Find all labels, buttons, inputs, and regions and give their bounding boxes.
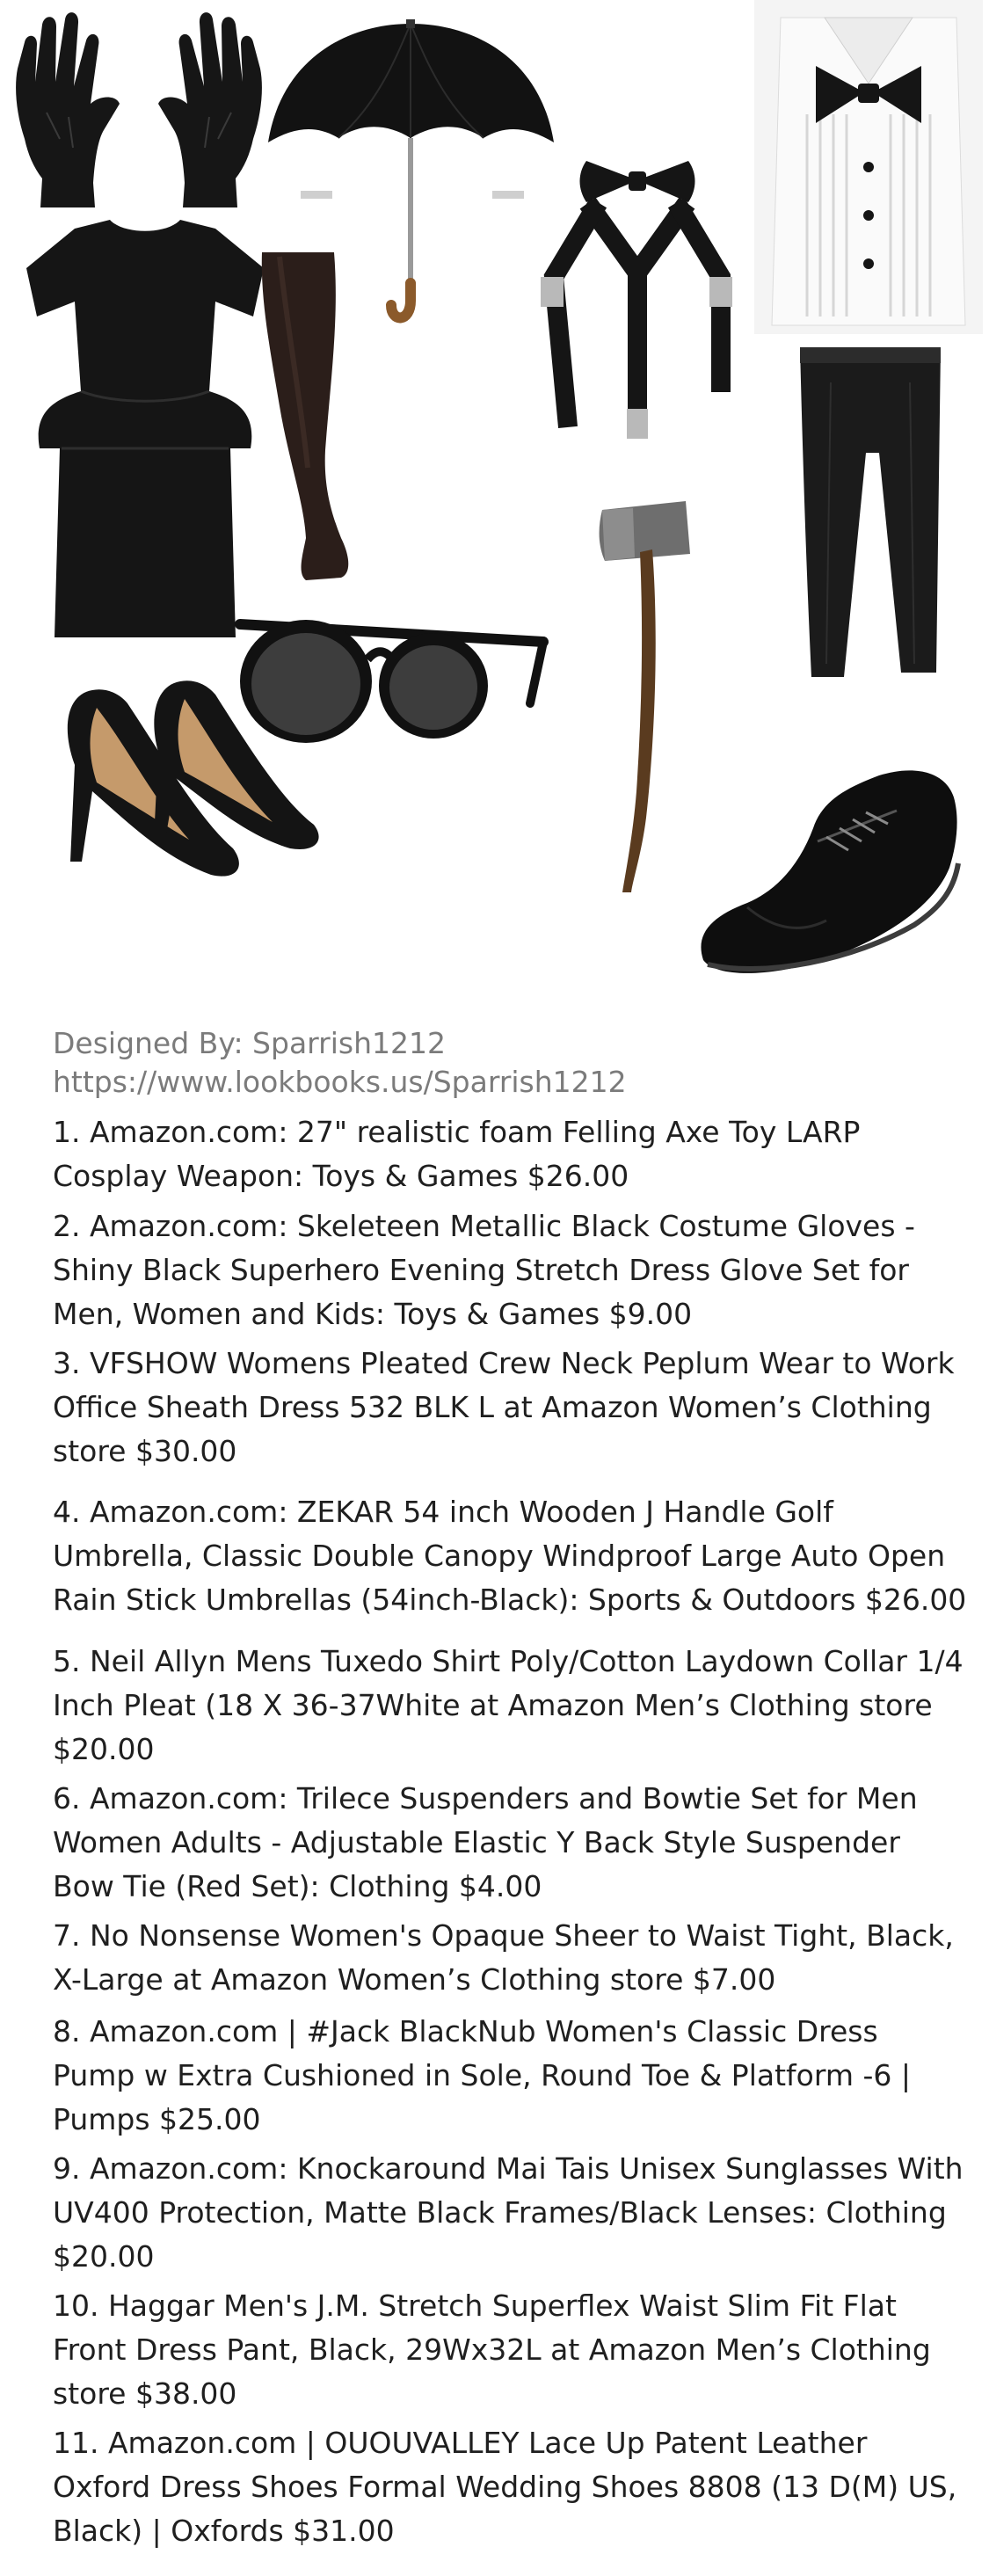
list-item: 11. Amazon.com | OUOUVALLEY Lace Up Patent Leather Oxford Dress Shoes Formal Wedding Shoes 8808 (13 D(M) US, Black) | Oxfords $31.00	[53, 2426, 957, 2548]
tuxedo-shirt-icon	[754, 0, 983, 334]
list-item: 5. Neil Allyn Mens Tuxedo Shirt Poly/Cotton Laydown Collar 1/4 Inch Pleat (18 X 36-37White at Amazon Men’s Clothing store $20.00	[53, 1644, 964, 1766]
list-item: 6. Amazon.com: Trilece Suspenders and Bowtie Set for Men Women Adults - Adjustable Elastic Y Back Style Suspender Bow Tie (Red Set): Clothing $4.00	[53, 1781, 918, 1903]
list-item: 9. Amazon.com: Knockaround Mai Tais Unisex Sunglasses With UV400 Protection, Matte Black Frames/Black Lenses: Clothing $20.00	[53, 2151, 964, 2274]
leather-gloves-icon	[7, 7, 271, 214]
list-item: 10. Haggar Men's J.M. Stretch Superflex Waist Slim Fit Flat Front Dress Pant, Black, 29Wx32L at Amazon Men’s Clothing store $38.00	[53, 2289, 931, 2411]
list-item: 3. VFSHOW Womens Pleated Crew Neck Peplum Wear to Work Office Sheath Dress 532 BLK L at Amazon Women’s Clothing store $30.00	[53, 1346, 955, 1468]
bowtie-suspenders-icon	[523, 154, 760, 457]
list-item: 2. Amazon.com: Skeleteen Metallic Black Costume Gloves - Shiny Black Superhero Evening Stretch Dress Glove Set for Men, Women and Kids: Toys & Games $9.00	[53, 1209, 915, 1331]
list-item: 7. No Nonsense Women's Opaque Sheer to Waist Tight, Black, X-Large at Amazon Women’s Clothing store $7.00	[53, 1918, 954, 1997]
list-item: 8. Amazon.com | #Jack BlackNub Women's Classic Dress Pump w Extra Cushioned in Sole, Round Toe & Platform -6 | Pumps $25.00	[53, 2014, 911, 2136]
list-item: 1. Amazon.com: 27" realistic foam Felling Axe Toy LARP Cosplay Weapon: Toys & Games $26.00	[53, 1115, 861, 1193]
list-item: 4. Amazon.com: ZEKAR 54 inch Wooden J Handle Golf Umbrella, Classic Double Canopy Windproof Large Auto Open Rain Stick Umbrellas (54inch-Black): Sports & Outdoors $26.00	[53, 1495, 967, 1617]
product-collage	[0, 0, 989, 1002]
oxford-shoe-icon	[694, 758, 963, 982]
peplum-dress-icon	[26, 215, 264, 642]
designer-credits	[53, 1024, 967, 1102]
opaque-tights-icon	[253, 248, 359, 586]
designer-credit: Designed By: Sparrish1212	[53, 1026, 446, 1060]
felling-axe-icon	[598, 501, 699, 897]
designer-url[interactable]: https://www.lookbooks.us/Sparrish1212	[53, 1065, 627, 1099]
black-pumps-icon	[57, 668, 356, 888]
dress-pants-icon	[796, 347, 949, 681]
